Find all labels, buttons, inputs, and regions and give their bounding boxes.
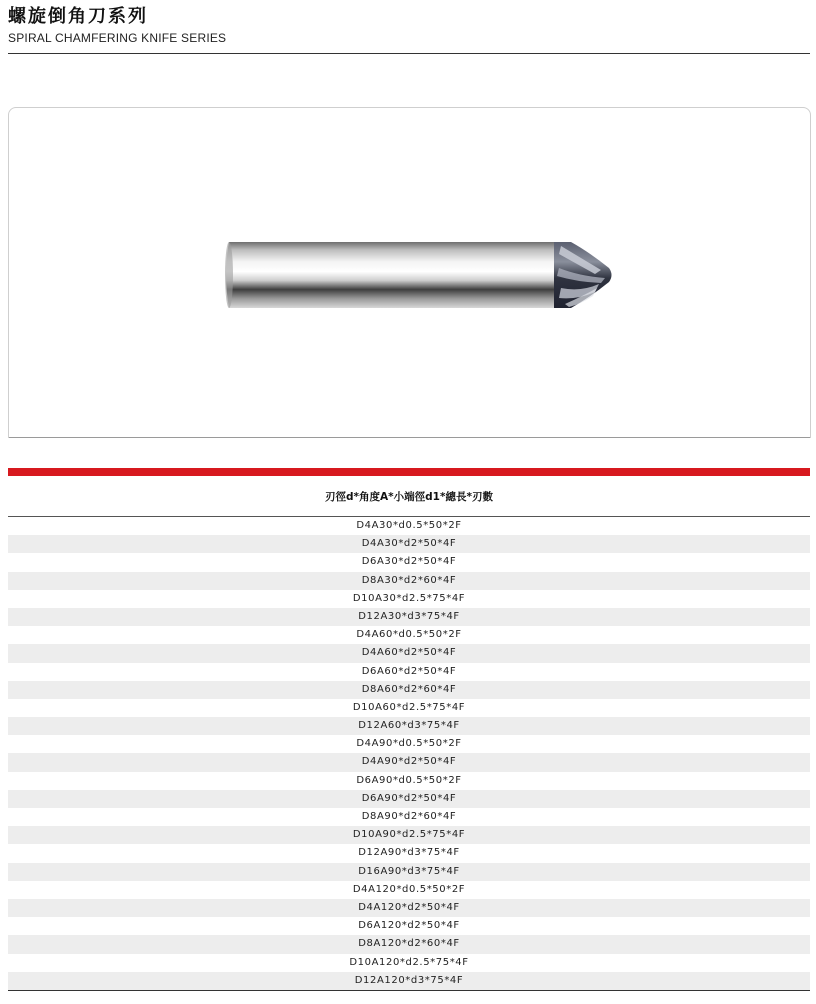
page-title: 螺旋倒角刀系列 — [8, 6, 148, 27]
table-row: D6A90*d0.5*50*2F — [356, 774, 462, 786]
table-row: D12A90*d3*75*4F — [358, 847, 460, 859]
table-row: D4A120*d0.5*50*2F — [352, 883, 466, 895]
title-divider — [8, 53, 810, 54]
table-row: D6A90*d2*50*4F — [8, 790, 810, 808]
table-row: D10A90*d2.5*75*4F — [8, 826, 810, 844]
accent-bar — [8, 468, 810, 476]
chamfer-tool-image — [209, 230, 619, 320]
table-row: D8A30*d2*60*4F — [8, 572, 810, 590]
table-row: D10A120*d2.5*75*4F — [349, 956, 469, 968]
page-subtitle: SPIRAL CHAMFERING KNIFE SERIES — [8, 31, 227, 45]
table-rows — [8, 517, 810, 990]
table-row: D4A120*d2*50*4F — [8, 899, 810, 917]
table-row: D8A90*d2*60*4F — [361, 811, 457, 822]
table-row: D12A60*d3*75*4F — [8, 717, 810, 735]
product-image-panel — [8, 107, 811, 438]
spec-table — [8, 484, 810, 991]
shank-shape — [226, 242, 554, 308]
table-row: D4A90*d0.5*50*2F — [356, 738, 462, 750]
table-bottom-rule — [8, 990, 810, 991]
table-row: D4A60*d2*50*4F — [8, 644, 810, 662]
table-row: D6A120*d2*50*4F — [358, 920, 460, 932]
table-row: D12A30*d3*75*4F — [8, 608, 810, 626]
table-row: D16A90*d3*75*4F — [8, 863, 810, 881]
table-row: D6A60*d2*50*4F — [361, 665, 457, 677]
table-row: D10A30*d2.5*75*4F — [352, 592, 466, 604]
table-header: 刃徑d*角度A*小端徑d1*總長*刃數 — [8, 484, 810, 517]
table-row: D4A30*d2*50*4F — [8, 535, 810, 553]
table-row: D4A30*d0.5*50*2F — [356, 520, 462, 531]
table-row: D8A120*d2*60*4F — [8, 935, 810, 953]
table-row: D8A60*d2*60*4F — [8, 681, 810, 699]
table-row: D6A30*d2*50*4F — [361, 556, 457, 568]
table-row: D12A120*d3*75*4F — [8, 972, 810, 990]
table-row: D4A90*d2*50*4F — [8, 753, 810, 771]
table-row: D10A60*d2.5*75*4F — [352, 701, 466, 713]
table-row: D4A60*d0.5*50*2F — [356, 629, 462, 641]
